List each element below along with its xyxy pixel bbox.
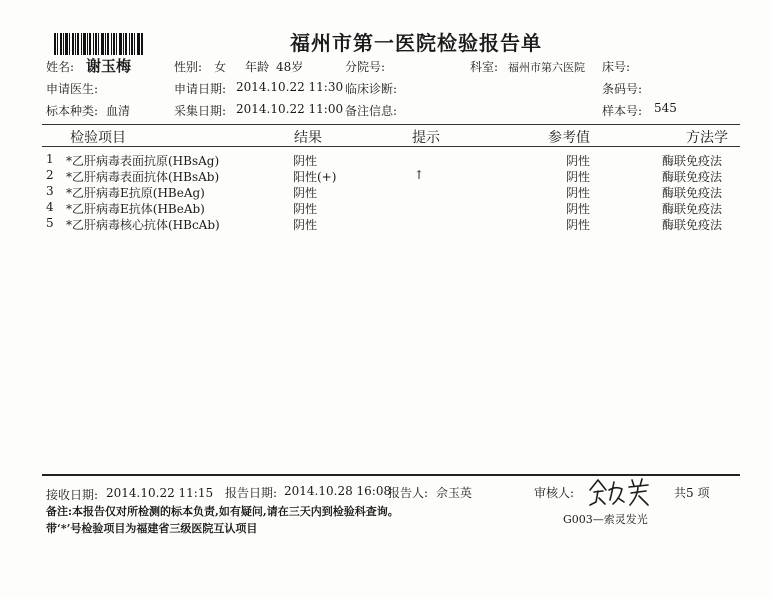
report-date-value: 2014.10.28 16:08: [284, 484, 392, 498]
receive-date-label: 接收日期:: [46, 488, 99, 502]
sample-number-label: 样本号:: [602, 104, 643, 118]
specimen-value: 血清: [106, 104, 131, 118]
apply-date-label: 申请日期:: [174, 82, 227, 96]
row-reference: 阴性: [566, 202, 591, 216]
name-label: 姓名:: [46, 60, 75, 74]
receive-date-value: 2014.10.22 11:15: [106, 486, 214, 500]
row-item: *乙肝病毒表面抗体(HBsAb): [66, 170, 220, 184]
row-method: 酶联免疫法: [662, 218, 723, 232]
row-result: 阳性(+): [293, 170, 337, 184]
collect-date-label: 采集日期:: [174, 104, 227, 118]
column-header-result: 结果: [294, 130, 322, 146]
patient-name: 谢玉梅: [86, 57, 132, 75]
row-number: 5: [46, 216, 54, 230]
sample-number-value: 545: [654, 101, 677, 115]
row-reference: 阴性: [566, 186, 591, 200]
branch-label: 分院号:: [345, 60, 386, 74]
row-reference: 阴性: [566, 170, 591, 184]
report-title: 福州市第一医院检验报告单: [290, 31, 542, 55]
row-method: 酶联免疫法: [662, 154, 723, 168]
reviewer-signature: [586, 474, 660, 508]
reviewer-label: 审核人:: [534, 486, 575, 500]
row-result: 阴性: [293, 218, 318, 232]
row-number: 2: [46, 168, 54, 182]
barcode: [54, 33, 144, 55]
row-reference: 阴性: [566, 218, 591, 232]
dept-value: 福州市第六医院: [508, 61, 585, 74]
table-header-rule: [42, 146, 740, 147]
row-number: 3: [46, 184, 54, 198]
column-header-item: 检验项目: [70, 130, 126, 146]
collect-date-value: 2014.10.22 11:00: [236, 102, 344, 116]
reporter-name: 佘玉英: [436, 486, 473, 500]
gender-label: 性别:: [174, 60, 203, 74]
row-method: 酶联免疫法: [662, 202, 723, 216]
column-header-hint: 提示: [412, 130, 440, 146]
report-date-label: 报告日期:: [225, 486, 278, 500]
note-line-2: 带‘*’号检验项目为福建省三级医院互认项目: [46, 522, 258, 535]
column-header-method: 方法学: [686, 130, 728, 146]
note-line-1: 备注:本报告仅对所检测的标本负责,如有疑问,请在三天内到检验科查询。: [46, 505, 399, 518]
diagnosis-label: 临床诊断:: [345, 82, 398, 96]
row-result: 阴性: [293, 154, 318, 168]
row-item: *乙肝病毒表面抗原(HBsAg): [66, 154, 220, 168]
apply-date-value: 2014.10.22 11:30: [236, 80, 344, 94]
row-method: 酶联免疫法: [662, 170, 723, 184]
row-number: 1: [46, 152, 54, 166]
row-item: *乙肝病毒核心抗体(HBcAb): [66, 218, 220, 232]
reporter-label: 报告人:: [388, 486, 429, 500]
row-result: 阴性: [293, 186, 318, 200]
gender-value: 女: [214, 60, 227, 74]
age-value: 48岁: [276, 60, 304, 74]
specimen-label: 标本种类:: [46, 104, 99, 118]
up-arrow-icon: ↑: [414, 168, 425, 182]
row-item: *乙肝病毒E抗体(HBeAb): [66, 202, 205, 216]
total-items: 共5 项: [674, 486, 710, 500]
remark-label: 备注信息:: [345, 104, 398, 118]
row-number: 4: [46, 200, 54, 214]
column-header-reference: 参考值: [548, 130, 590, 146]
barcode-number-label: 条码号:: [602, 82, 643, 96]
dept-label: 科室:: [470, 60, 499, 74]
row-method: 酶联免疫法: [662, 186, 723, 200]
row-reference: 阴性: [566, 154, 591, 168]
doctor-label: 申请医生:: [46, 82, 99, 96]
row-result: 阴性: [293, 202, 318, 216]
row-item: *乙肝病毒E抗原(HBeAg): [66, 186, 205, 200]
instrument-name: G003—索灵发光: [563, 513, 648, 526]
bed-label: 床号:: [602, 60, 631, 74]
table-top-rule: [42, 124, 740, 125]
age-label: 年龄: [245, 60, 270, 74]
